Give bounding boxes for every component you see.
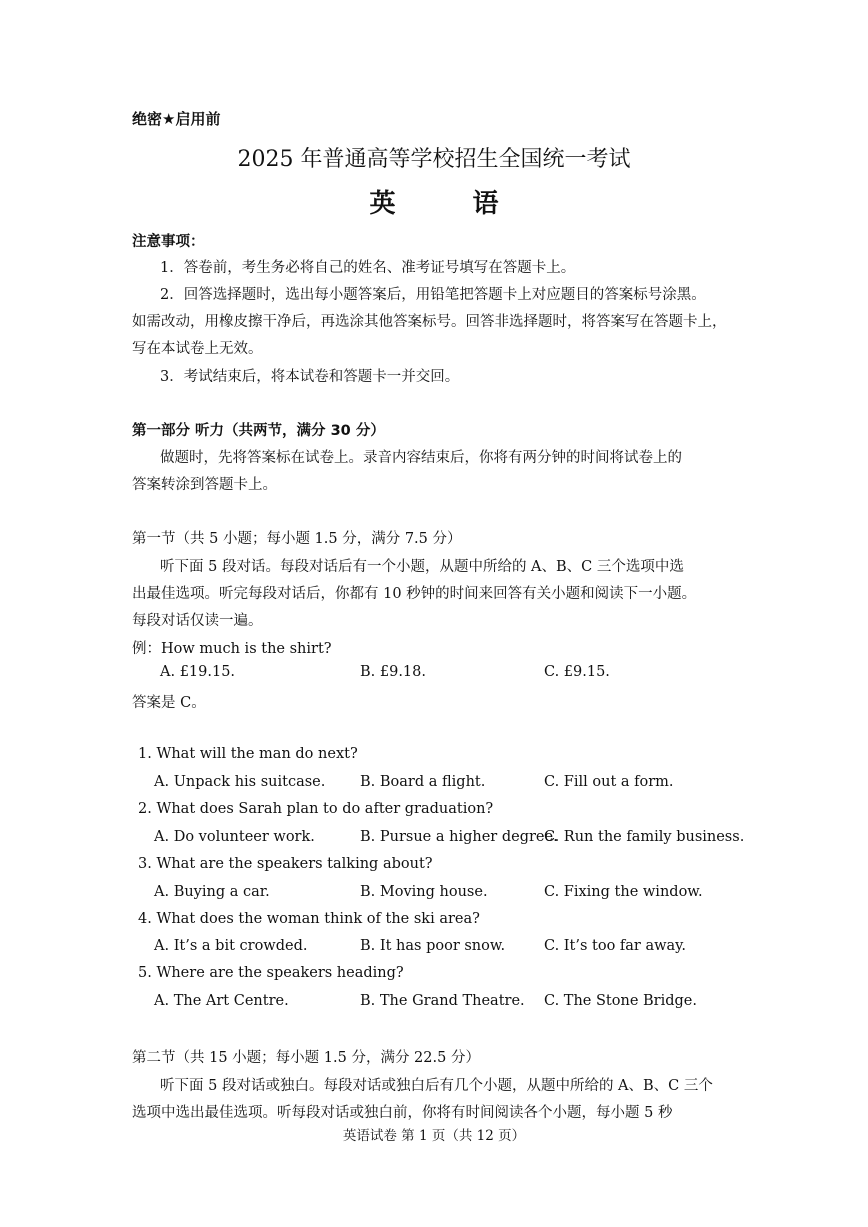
- question-5-option-a: A. The Art Centre.: [154, 993, 289, 1009]
- notice-item-2: 2．回答选择题时，选出每小题答案后，用铅笔把答题卡上对应题目的答案标号涂黑。: [160, 287, 706, 303]
- question-5-stem: 5. Where are the speakers heading?: [138, 965, 404, 981]
- question-2-option-c: C. Run the family business.: [544, 829, 745, 845]
- question-2-option-a: A. Do volunteer work.: [154, 829, 315, 845]
- question-1-option-b: B. Board a flight.: [360, 774, 486, 790]
- secret-label: 绝密★启用前: [132, 110, 221, 128]
- example-question: 例：How much is the shirt?: [132, 641, 332, 657]
- section2-instruction-2: 选项中选出最佳选项。听每段对话或独白前，你将有时间阅读各个小题，每小题 5 秒: [132, 1105, 673, 1121]
- section2-heading: 第二节（共 15 小题；每小题 1.5 分，满分 22.5 分）: [132, 1050, 480, 1066]
- notice-item-2-cont2: 写在本试卷上无效。: [132, 341, 263, 357]
- question-5-option-b: B. The Grand Theatre.: [360, 993, 525, 1009]
- question-3-option-c: C. Fixing the window.: [544, 884, 703, 900]
- section1-instruction-2: 出最佳选项。听完每段对话后，你都有 10 秒钟的时间来回答有关小题和阅读下一小题。: [132, 586, 697, 602]
- part1-instruction-2: 答案转涂到答题卡上。: [132, 477, 277, 493]
- question-1-stem: 1. What will the man do next?: [138, 746, 358, 762]
- question-1-option-a: A. Unpack his suitcase.: [154, 774, 326, 790]
- question-3-option-a: A. Buying a car.: [154, 884, 270, 900]
- notice-item-1: 1．答卷前，考生务必将自己的姓名、准考证号填写在答题卡上。: [160, 260, 576, 276]
- exam-title: 2025 年普通高等学校招生全国统一考试: [237, 147, 631, 172]
- question-3-option-b: B. Moving house.: [360, 884, 488, 900]
- page-footer: 英语试卷 第 1 页（共 12 页）: [342, 1128, 526, 1144]
- question-4-stem: 4. What does the woman think of the ski area?: [138, 911, 480, 927]
- part1-instruction-1: 做题时，先将答案标在试卷上。录音内容结束后，你将有两分钟的时间将试卷上的: [160, 450, 682, 466]
- question-2-option-b: B. Pursue a higher degree.: [360, 829, 558, 845]
- subject-title: 英 语: [369, 189, 533, 219]
- example-option-c: C. £9.15.: [544, 664, 610, 680]
- section1-heading: 第一节（共 5 小题；每小题 1.5 分，满分 7.5 分）: [132, 531, 462, 547]
- question-2-stem: 2. What does Sarah plan to do after graduation?: [138, 801, 494, 817]
- notice-item-2-cont: 如需改动，用橡皮擦干净后，再选涂其他答案标号。回答非选择题时，将答案写在答题卡上，: [132, 314, 727, 330]
- notice-item-3: 3．考试结束后，将本试卷和答题卡一并交回。: [160, 369, 460, 385]
- question-1-option-c: C. Fill out a form.: [544, 774, 674, 790]
- question-3-stem: 3. What are the speakers talking about?: [138, 856, 433, 872]
- example-option-b: B. £9.18.: [360, 664, 426, 680]
- section2-instruction-1: 听下面 5 段对话或独白。每段对话或独白后有几个小题，从题中所给的 A、B、C 三个: [160, 1078, 713, 1094]
- example-option-a: A. £19.15.: [160, 664, 236, 680]
- notice-heading: 注意事项：: [132, 234, 205, 250]
- part1-heading: 第一部分 听力（共两节，满分 30 分）: [132, 423, 385, 439]
- question-4-option-c: C. It’s too far away.: [544, 938, 687, 954]
- section1-instruction-3: 每段对话仅读一遍。: [132, 613, 263, 629]
- example-answer: 答案是 C。: [132, 695, 206, 711]
- section1-instruction-1: 听下面 5 段对话。每段对话后有一个小题，从题中所给的 A、B、C 三个选项中选: [160, 559, 684, 575]
- question-4-option-a: A. It’s a bit crowded.: [154, 938, 308, 954]
- question-4-option-b: B. It has poor snow.: [360, 938, 506, 954]
- question-5-option-c: C. The Stone Bridge.: [544, 993, 697, 1009]
